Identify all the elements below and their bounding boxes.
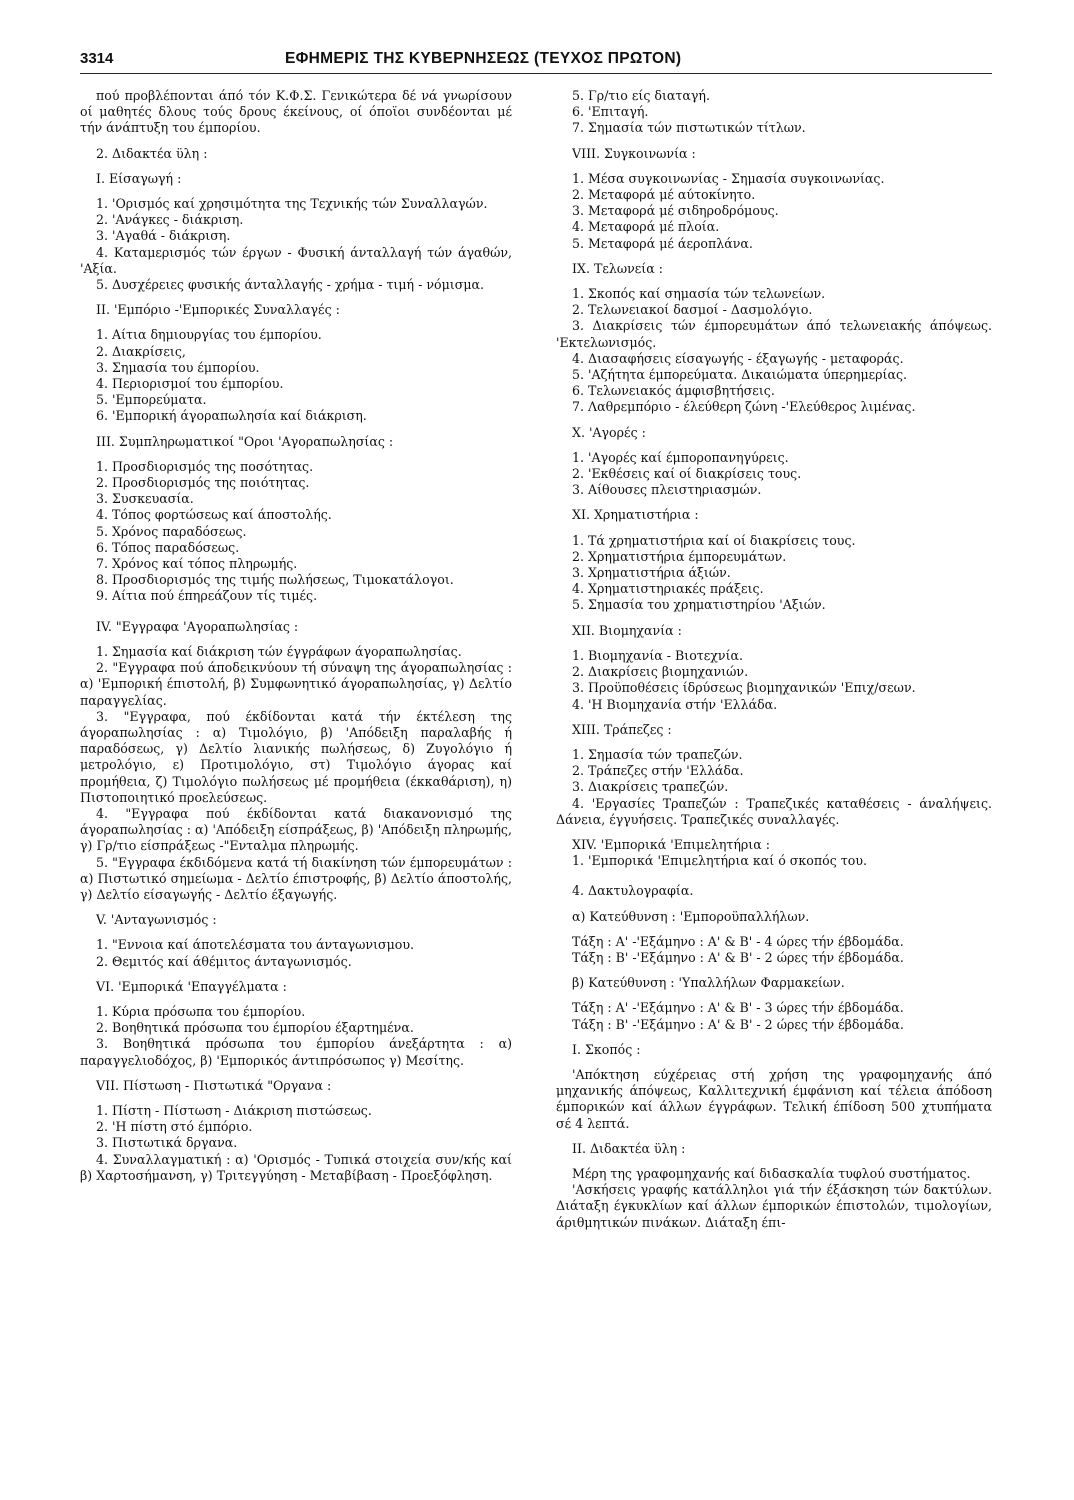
paragraph: 'Ασκήσεις γραφής κατάλληλοι γιά τήν έξάσκηση τών δακτύλων. Διάταξη έγκυκλίων καί άλλων έμπορικών έπιστολών, τιμολογίων, άριθμητικών πινάκων. Διάταξη έπι-: [556, 1182, 992, 1230]
paragraph: β) Κατεύθυνση : 'Υπαλλήλων Φαρμακείων.: [572, 975, 845, 991]
paragraph: 3. Χρηματιστήρια άξιών.: [572, 565, 731, 581]
paragraph: 2. Χρηματιστήρια έμπορευμάτων.: [572, 548, 787, 564]
paragraph: 5. Γρ/τιο είς διαταγή.: [572, 88, 710, 103]
paragraph: 2. Προσδιορισμός της ποιότητας.: [96, 475, 310, 491]
paragraph: 4. Χρηματιστηριακές πράξεις.: [572, 581, 764, 597]
paragraph: ΙΙ. Διδακτέα ϋλη :: [572, 1140, 686, 1156]
paragraph: IV. "Εγγραφα 'Αγοραπωλησίας :: [96, 618, 299, 634]
paragraph: 8. Προσδιορισμός της τιμής πωλήσεως, Τιμοκατάλογοι.: [96, 572, 454, 588]
paragraph: 2. Διακρίσεις βιομηχανιών.: [572, 664, 749, 680]
header-rule: [80, 73, 992, 74]
paragraph: 4. Καταμερισμός τών έργων - Φυσική άνταλλαγή τών άγαθών, 'Αξία.: [80, 244, 512, 276]
paragraph: 1. 'Ορισμός καί χρησιμότητα της Τεχνικής τών Συναλλαγών.: [96, 196, 488, 212]
paragraph: 3. Διακρίσεις τραπεζών.: [572, 779, 729, 795]
paragraph: 3. Αίθουσες πλειστηριασμών.: [572, 482, 762, 498]
paragraph: ΙΧ. Τελωνεία :: [572, 260, 663, 276]
paragraph: 4. Περιορισμοί του έμπορίου.: [96, 376, 284, 392]
paragraph: 5. 'Εμπορεύματα.: [96, 392, 207, 408]
paragraph: 4. Μεταφορά μέ πλοία.: [572, 219, 720, 235]
paragraph: 1. "Εννοια καί άποτελέσματα του άνταγωνισμου.: [96, 937, 415, 953]
paragraph: 4. "Εγγραφα πού έκδίδονται κατά διακανονισμό της άγοραπωλησίας : α) 'Απόδειξη είσπράξεως, β) 'Απόδειξη πληρωμής, γ) Γρ/τιο είσπράξεως -"Ενταλμα πληρωμής.: [80, 805, 512, 854]
paragraph: 3. Μεταφορά μέ σιδηροδρόμους.: [572, 203, 779, 219]
paragraph: 6. Τόπος παραδόσεως.: [96, 539, 240, 555]
paragraph: 3. 'Αγαθά - διάκριση.: [96, 228, 231, 244]
paragraph: 1. 'Αγορές καί έμποροπανηγύρεις.: [572, 449, 789, 465]
paragraph: 2. Βοηθητικά πρόσωπα του έμπορίου έξαρτημένα.: [96, 1020, 414, 1036]
paragraph: 3. Διακρίσεις τών έμπορευμάτων άπό τελωνειακής άπόψεως. 'Εκτελωνισμός.: [556, 318, 992, 350]
paragraph: ΧΙΙ. Βιομηχανία :: [572, 622, 682, 638]
paragraph: Τάξη : Α' -'Εξάμηνο : Α' & Β' - 3 ώρες τήν έβδομάδα.: [572, 1000, 904, 1016]
paragraph: 1. Σημασία τών τραπεζών.: [572, 746, 743, 762]
paragraph: V. 'Ανταγωνισμός :: [96, 912, 217, 928]
paragraph: 'Απόκτηση εύχέρειας στή χρήση της γραφομηχανής άπό μηχανικής άπόψεως, Καλλιτεχνική έμφάνιση καί τέλεια άπόδοση έμπορικών καί άλλων έγγράφων. Τελική έπίδοση 500 χτυπήματα σέ 4 λεπτά.: [556, 1066, 992, 1131]
paragraph: 2. 'Εκθέσεις καί οί διακρίσεις τους.: [572, 466, 802, 482]
paragraph: 4. Τόπος φορτώσεως καί άποστολής.: [96, 507, 332, 523]
paragraph: VII. Πίστωση - Πιστωτικά "Οργανα :: [96, 1077, 332, 1093]
paragraph: 1. Σημασία καί διάκριση τών έγγράφων άγοραπωλησίας.: [96, 643, 462, 659]
paragraph: πού προβλέπονται άπό τόν Κ.Φ.Σ. Γενικώτερα δέ νά γνωρίσουν οί μαθητές δλους τούς δρους έκείνους, οί όποϊοι συνδέονται μέ τήν άνάπτυξη του έμπορίου.: [80, 88, 512, 136]
paragraph: VIII. Συγκοινωνία :: [572, 145, 696, 161]
paragraph: 5. Σημασία του χρηματιστηρίου 'Αξιών.: [572, 597, 826, 613]
paragraph: 2. Διδακτέα ϋλη :: [96, 145, 208, 161]
paragraph: 2. Τελωνειακοί δασμοί - Δασμολόγιο.: [572, 302, 813, 318]
paragraph: Ι. Είσαγωγή :: [96, 170, 182, 186]
paragraph: 2. 'Η πίστη στό έμπόριο.: [96, 1119, 253, 1135]
paragraph: 5. "Εγγραφα έκδιδόμενα κατά τή διακίνηση τών έμπορευμάτων : α) Πιστωτικό σημείωμα - Δελτίο έπιστροφής, β) Δελτίο άποστολής, γ) Δελτίο είσαγωγής - Δελτίο έξαγωγής.: [80, 854, 512, 902]
paragraph: 2. Διακρίσεις,: [96, 343, 186, 359]
paragraph: 4. Δακτυλογραφία.: [572, 883, 694, 899]
gazette-title: ΕΦΗΜΕΡΙΣ ΤΗΣ ΚΥΒΕΡΝΗΣΕΩΣ (ΤΕΥΧΟΣ ΠΡΩΤΟΝ): [285, 50, 682, 67]
paragraph: Χ. 'Αγορές :: [572, 424, 646, 440]
paragraph: VI. 'Εμπορικά 'Επαγγέλματα :: [96, 978, 287, 994]
paragraph: 3. Πιστωτικά δργανα.: [96, 1135, 238, 1151]
paragraph: 1. Αίτια δημιουργίας του έμπορίου.: [96, 327, 322, 343]
paragraph: 1. Σκοπός καί σημασία τών τελωνείων.: [572, 286, 826, 302]
paragraph: 1. Κύρια πρόσωπα του έμπορίου.: [96, 1003, 306, 1019]
paragraph: 2. Τράπεζες στήν 'Ελλάδα.: [572, 763, 744, 779]
page-number: 3314: [80, 50, 114, 67]
paragraph: ΧΙΙΙ. Τράπεζες :: [572, 721, 672, 737]
paragraph: Μέρη της γραφομηχανής καί διδασκαλία τυφλού συστήματος.: [572, 1165, 971, 1181]
paragraph: 6. Τελωνειακός άμφισβητήσεις.: [572, 383, 775, 399]
paragraph: 7. Λαθρεμπόριο - έλεύθερη ζώνη -'Ελεύθερος λιμένας.: [572, 399, 916, 415]
paragraph: 3. Προϋποθέσεις ίδρύσεως βιομηχανικών 'Επιχ/σεων.: [572, 680, 916, 696]
paragraph: 3. Συσκευασία.: [96, 491, 194, 507]
paragraph: 1. Τά χρηματιστήρια καί οί διακρίσεις τους.: [572, 532, 856, 548]
left-column: [80, 88, 512, 1184]
paragraph: 9. Αίτια πού έπηρεάζουν τίς τιμές.: [96, 588, 318, 604]
paragraph: 3. Σημασία του έμπορίου.: [96, 359, 260, 375]
paragraph: 1. Βιομηχανία - Βιοτεχνία.: [572, 647, 744, 663]
paragraph: 4. 'Εργασίες Τραπεζών : Τραπεζικές καταθέσεις - άναλήψεις. Δάνεια, έγγυήσεις. Τραπεζικές συναλλαγές.: [556, 795, 992, 827]
paragraph: 4. Συναλλαγματική : α) 'Ορισμός - Τυπικά στοιχεία συν/κής καί β) Χαρτοσήμανση, γ) Τριτεγγύηση - Μεταβίβαση - Προεξόφληση.: [80, 1151, 512, 1183]
paragraph: 3. Βοηθητικά πρόσωπα του έμπορίου άνεξάρτητα : α) παραγγελιοδόχος, β) 'Εμπορικός άντιπρόσωπος γ) Μεσίτης.: [80, 1036, 512, 1068]
paragraph: XIV. 'Εμπορικά 'Επιμελητήρια :: [572, 836, 770, 852]
paragraph: α) Κατεύθυνση : 'Εμποροϋπαλλήλων.: [572, 908, 810, 924]
paragraph: Τάξη : Β' -'Εξάμηνο : Α' & Β' - 2 ώρες τήν έβδομάδα.: [572, 949, 904, 965]
paragraph: 3. "Εγγραφα, πού έκδίδονται κατά τήν έκτέλεση της άγοραπωλησίας : α) Τιμολόγιο, β) 'Απόδειξη παραλαβής ή παραδόσεως, γ) Δελτίο λιανικής πωλήσεως, δ) Ζυγολόγιο ή μετρολόγιο, ε) Προτιμολόγιο, στ) Τιμολόγιο άγορας καί προμήθεια, ζ) Τιμολόγιο πωλήσεως μέ προμήθεια (έκκαθάριση), η) Πιστοποιητικό προελεύσεως.: [80, 708, 512, 805]
paragraph: 6. 'Επιταγή.: [572, 104, 649, 120]
paragraph: 5. Δυσχέρειες φυσικής άνταλλαγής - χρήμα - τιμή - νόμισμα.: [96, 277, 485, 293]
paragraph: 5. Χρόνος παραδόσεως.: [96, 523, 247, 539]
paragraph: 4. 'Η Βιομηχανία στήν 'Ελλάδα.: [572, 696, 778, 712]
paragraph: ΙΙΙ. Συμπληρωματικοί "Οροι 'Αγοραπωλησίας :: [96, 433, 394, 449]
paragraph: 1. Προσδιορισμός της ποσότητας.: [96, 458, 314, 474]
page-header: [80, 50, 992, 74]
paragraph: Τάξη : Β' -'Εξάμηνο : Α' & Β' - 2 ώρες τήν έβδομάδα.: [572, 1016, 904, 1032]
paragraph: 1. 'Εμπορικά 'Επιμελητήρια καί ό σκοπός του.: [572, 853, 867, 869]
paragraph: 1. Πίστη - Πίστωση - Διάκριση πιστώσεως.: [96, 1102, 372, 1118]
paragraph: Ι. Σκοπός :: [572, 1041, 641, 1057]
paragraph: 5. 'Αζήτητα έμπορεύματα. Δικαιώματα ύπερημερίας.: [572, 367, 908, 383]
paragraph: Τάξη : Α' -'Εξάμηνο : Α' & Β' - 4 ώρες τήν έβδομάδα.: [572, 933, 904, 949]
paragraph: ΧΙ. Χρηματιστήρια :: [572, 507, 699, 523]
paragraph: 5. Μεταφορά μέ άεροπλάνα.: [572, 235, 753, 251]
paragraph: 6. 'Εμπορική άγοραπωλησία καί διάκριση.: [96, 408, 367, 424]
paragraph: ΙΙ. 'Εμπόριο -'Εμπορικές Συναλλαγές :: [96, 302, 340, 318]
paragraph: 2. Θεμιτός καί άθέμιτος άνταγωνισμός.: [96, 953, 352, 969]
right-column: [556, 88, 992, 1231]
paragraph: 2. 'Ανάγκες - διάκριση.: [96, 212, 244, 228]
paragraph: 4. Διασαφήσεις είσαγωγής - έξαγωγής - μεταφοράς.: [572, 350, 904, 366]
paragraph: 7. Χρόνος καί τόπος πληρωμής.: [96, 556, 298, 572]
paragraph: 2. "Εγγραφα πού άποδεικνύουν τή σύναψη της άγοραπωλησίας : α) 'Εμπορική έπιστολή, β) Συμφωνητικό άγοραπωλησίας, γ) Δελτίο παραγγελίας.: [80, 660, 512, 708]
paragraph: 2. Μεταφορά μέ αύτοκίνητο.: [572, 187, 756, 203]
paragraph: 1. Μέσα συγκοινωνίας - Σημασία συγκοινωνίας.: [572, 170, 885, 186]
paragraph: 7. Σημασία τών πιστωτικών τίτλων.: [572, 120, 806, 136]
